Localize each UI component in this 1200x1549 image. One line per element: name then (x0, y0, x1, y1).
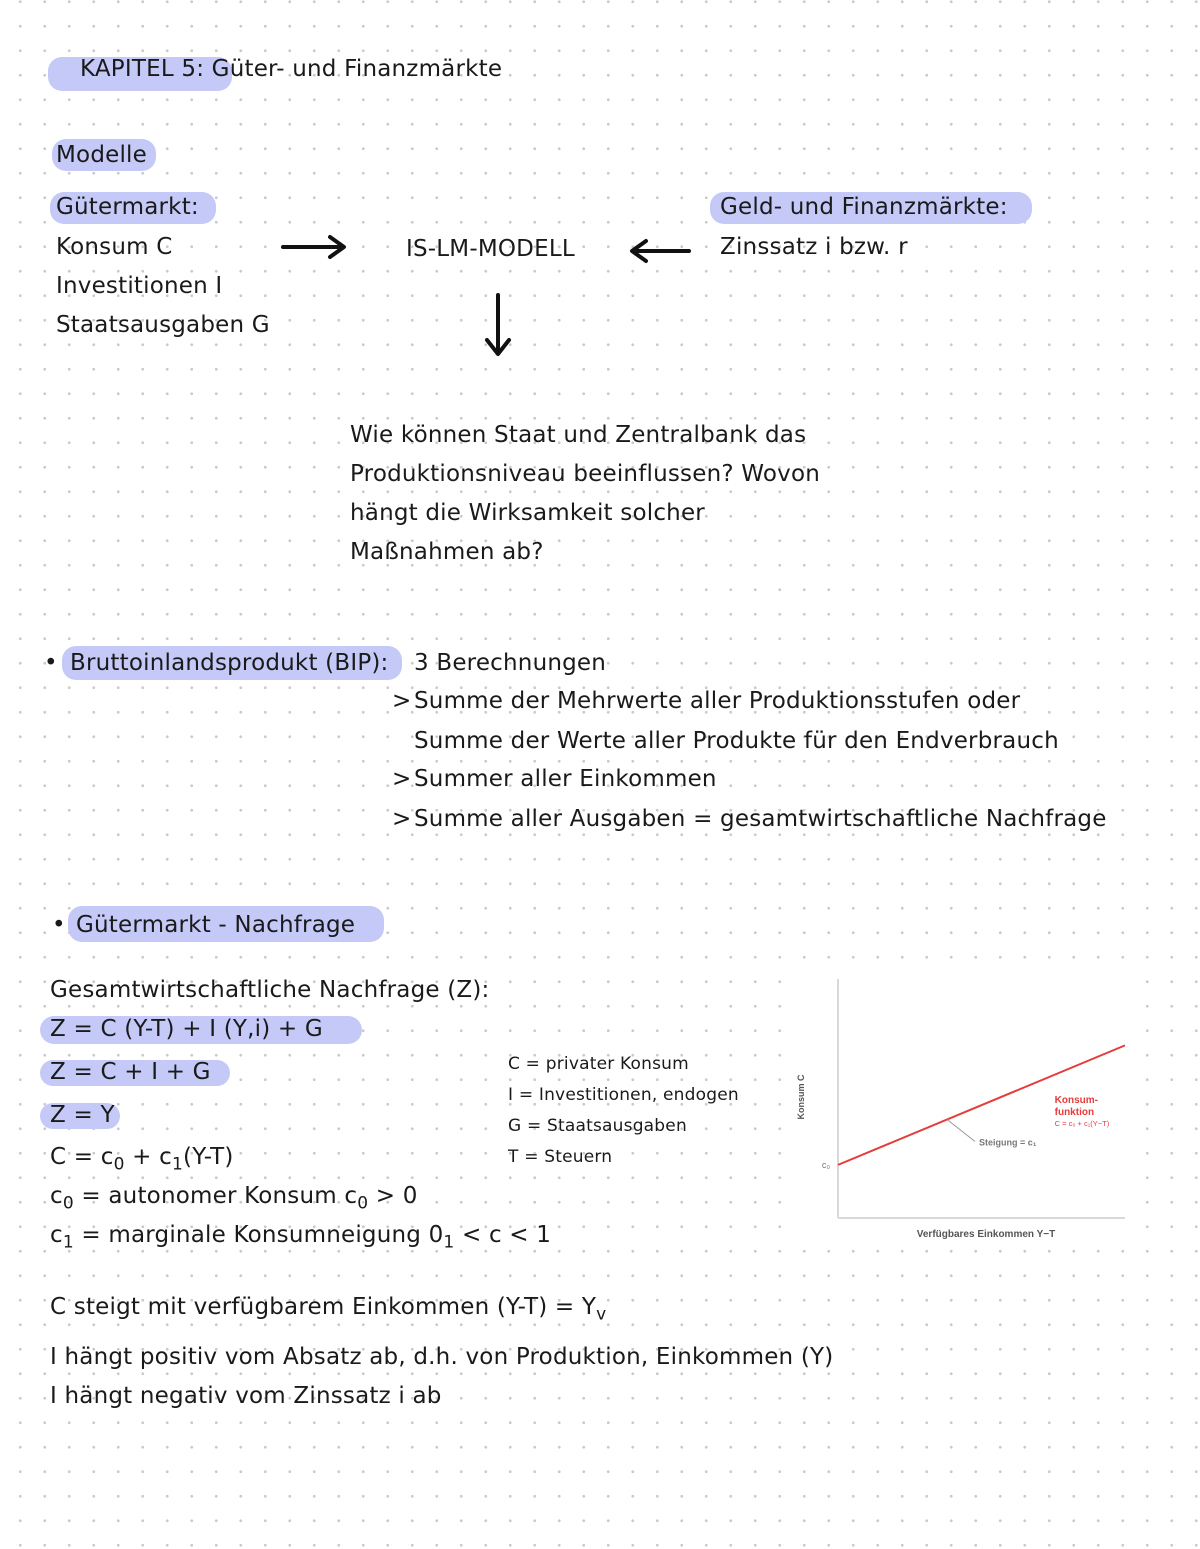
demand-subheading: Gesamtwirtschaftliche Nachfrage (Z): (50, 977, 490, 1003)
chapter-number: KAPITEL 5: (80, 56, 205, 82)
bip-heading: Bruttoinlandsprodukt (BIP): (70, 650, 389, 676)
function-label-line-2: funktion (1054, 1106, 1095, 1118)
question-line-2: Produktionsniveau beeinflussen? Wovon (350, 461, 821, 487)
equation-equilibrium: Z = Y (50, 1102, 115, 1128)
bip-count: 3 Berechnungen (414, 650, 607, 676)
equation-demand-full: Z = C (Y-T) + I (Y,i) + G (50, 1016, 323, 1042)
bip-line-3: Summer aller Einkommen (414, 766, 717, 792)
slope-leader-line (947, 1119, 975, 1141)
goods-market-heading: Gütermarkt: (56, 194, 199, 220)
chapter-topic: Güter- und Finanzmärkte (211, 56, 503, 82)
models-heading: Modelle (56, 142, 147, 168)
goods-item-investment: Investitionen I (56, 273, 223, 299)
note-investment-negative: I hängt negativ vom Zinssatz i ab (50, 1383, 442, 1409)
goods-item-government: Staatsausgaben G (56, 312, 270, 338)
bip-marker-2: > (392, 766, 412, 792)
money-market-heading: Geld- und Finanzmärkte: (720, 194, 1008, 220)
left-arrow-icon (626, 236, 692, 266)
goods-item-consumption: Konsum C (56, 234, 173, 260)
legend-investment: I = Investitionen, endogen (508, 1085, 739, 1105)
bip-line-1: Summe der Mehrwerte aller Produktionsstufen oder (414, 688, 1021, 714)
bip-marker-3: > (392, 806, 412, 832)
equation-consumption: $C = c_0 + c_1(Y-T)$ (50, 1144, 234, 1175)
bip-bullet: • (44, 650, 58, 676)
bip-line-4: Summe aller Ausgaben = gesamtwirtschaftliche Nachfrage (414, 806, 1107, 832)
definition-autonomous-consumption: $c_0$ = autonomer Konsum $c_0 > 0$ (50, 1183, 418, 1214)
consumption-function-chart (790, 975, 1135, 1245)
question-line-3: hängt die Wirksamkeit solcher (350, 500, 705, 526)
money-market-item: Zinssatz i bzw. r (720, 234, 908, 260)
function-formula: C = c₀ + c₁(Y−T) (1054, 1118, 1110, 1128)
equation-demand-short: Z = C + I + G (50, 1059, 211, 1085)
chapter-title (80, 58, 502, 81)
y-axis-label: Konsum C (796, 1074, 806, 1120)
x-axis-label: Verfügbares Einkommen Y−T (916, 1229, 1056, 1240)
demand-bullet: • (52, 912, 66, 938)
legend-government: G = Staatsausgaben (508, 1116, 687, 1136)
definition-marginal-propensity: $c_1$ = marginale Konsumneigung $0_1 < c < 1$ (50, 1222, 552, 1253)
question-line-1: Wie können Staat und Zentralbank das (350, 422, 807, 448)
legend-consumption: C = privater Konsum (508, 1054, 689, 1074)
down-arrow-icon (482, 292, 514, 360)
question-line-4: Maßnahmen ab? (350, 539, 544, 565)
note-investment-positive: I hängt positiv vom Absatz ab, d.h. von Produktion, Einkommen (Y) (50, 1344, 834, 1370)
note-consumption: C steigt mit verfügbarem Einkommen $(Y-T) = Y_v$ (50, 1294, 607, 1325)
bip-line-2: Summe der Werte aller Produkte für den Endverbrauch (414, 728, 1059, 754)
slope-label: Steigung = c₁ (979, 1137, 1037, 1148)
is-lm-model: IS-LM-MODELL (406, 236, 575, 262)
bip-marker-1: > (392, 688, 412, 714)
right-arrow-icon (280, 232, 352, 262)
demand-heading: Gütermarkt - Nachfrage (76, 912, 356, 938)
legend-taxes: T = Steuern (508, 1147, 613, 1167)
y-intercept-label: c₀ (821, 1159, 831, 1170)
function-label-line-1: Konsum- (1054, 1094, 1098, 1106)
